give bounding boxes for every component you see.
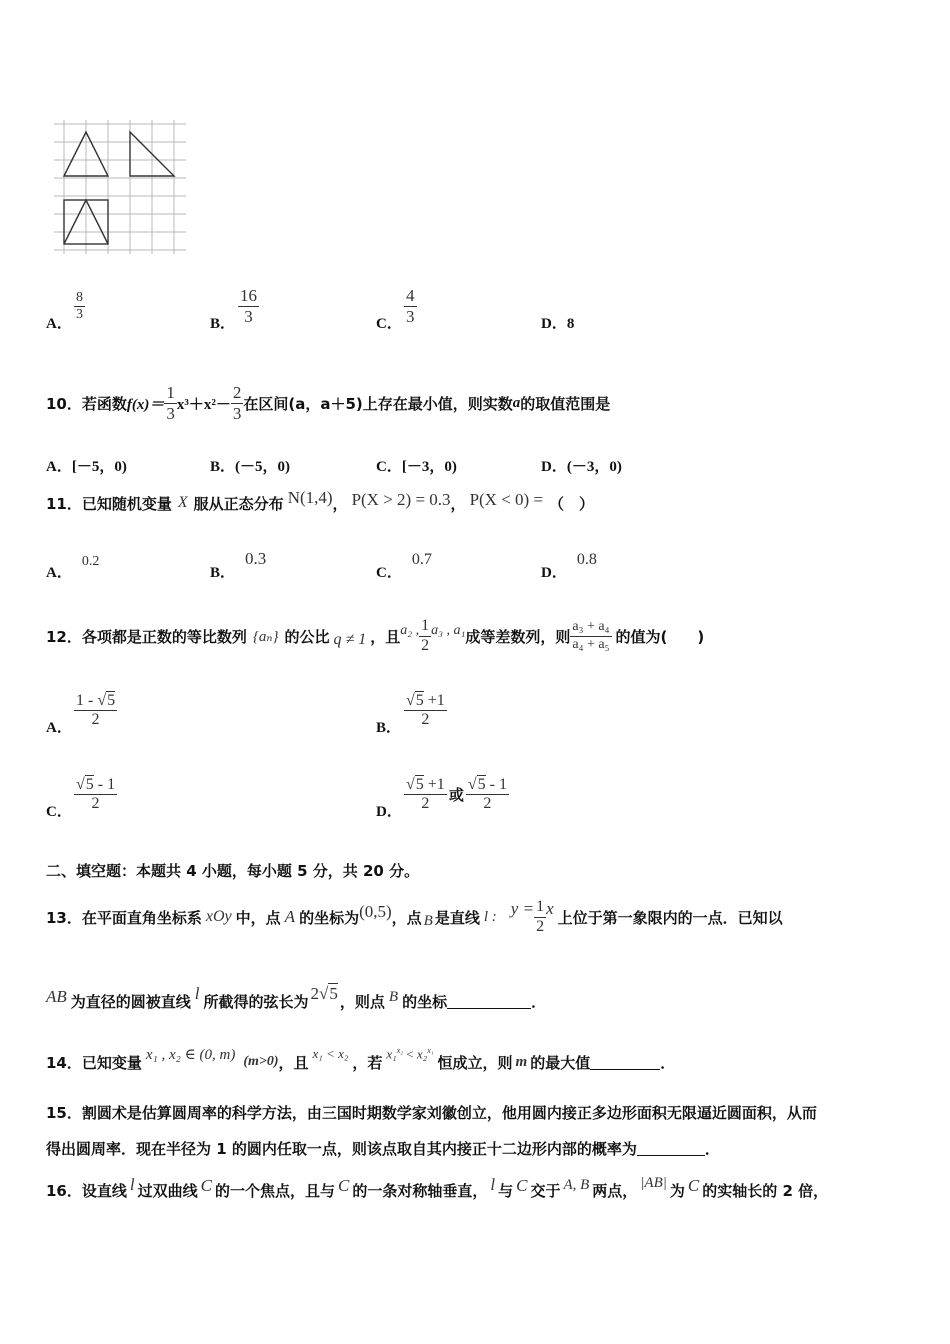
question-15-line-2: 得出圆周率．现在半径为 1 的圆内任取一点，则该点取自其内接正十二边形内部的概率为 ． [46, 1140, 720, 1158]
q11-option-d[interactable]: D．0.8 [541, 551, 597, 581]
q9-option-a-fraction: $\frac{8}{3}$ [76, 290, 83, 323]
q12-option-c[interactable]: C． [46, 804, 72, 820]
q12-option-d-fraction-1: $\frac{√5 +1}{2}$ [406, 776, 445, 813]
question-13-line-1: 13． 在平面直角坐标系 xOy 中，点 A 的坐标为 (0,5) ，点 B 是直线 l : y = $\frac{1}{2}$ x 上位于第一象限内的一点．已知以 [46, 898, 783, 935]
q11-option-c[interactable]: C．0.7 [376, 551, 432, 581]
q14-power-inequality: x₁$^{x_2}$ < x₂$^{x_1}$ [386, 1045, 434, 1062]
q9-option-d[interactable]: D．8 [541, 316, 575, 332]
q13-answer-blank[interactable] [447, 994, 531, 1009]
q12-ratio-fraction: $\frac{\text{a₃ + a₄}}{\text{a₄ + a₅}}$ [572, 619, 610, 652]
question-13-line-2: AB 为直径的圆被直线 l 所截得的弦长为 2√5 ，则点 B 的坐标 ． [46, 984, 547, 1011]
q10-option-d[interactable]: D．(－3，0) [541, 459, 622, 475]
section-2-heading: 二、填空题：本题共 4 小题，每小题 5 分，共 20 分。 [46, 862, 420, 880]
q10-option-c[interactable]: C．[－3，0) [376, 459, 457, 475]
q10-option-b[interactable]: B．(－5，0) [210, 459, 290, 475]
q9-option-b-fraction: $\frac{16}{3}$ [240, 286, 257, 326]
q12-option-d-content: $\frac{√5 +1}{2}$ 或 $\frac{√5 - 1}{2}$ [406, 776, 507, 813]
q12-option-b[interactable]: B． [376, 720, 402, 736]
q12-option-d-fraction-2: $\frac{√5 - 1}{2}$ [467, 776, 507, 813]
q11-option-a[interactable]: A．0.2 [46, 554, 100, 581]
q9-option-a[interactable]: A． [46, 316, 72, 332]
q10-fraction-one-third: $\frac{1}{3}$ [166, 382, 175, 423]
question-15-line-1: 15．割圆术是估算圆周率的科学方法，由三国时期数学家刘徽创立，他用圆内接正多边形面积无限逼近圆面积，从而 [46, 1104, 817, 1122]
three-view-figure [54, 120, 186, 254]
q9-option-b[interactable]: B． [210, 316, 236, 332]
question-10: 10． 若函数 f(x)＝ $\frac{1}{3}$ x³＋x²－ $\frac{2}{3}$ 在区间(a，a＋5)上存在最小值，则实数 a 的取值范围是 [46, 382, 611, 423]
q9-option-c-fraction: $\frac{4}{3}$ [406, 286, 415, 326]
q10-option-a[interactable]: A．[－5，0) [46, 459, 127, 475]
q12-option-a-fraction: $\frac{1 - √5}{2}$ [76, 692, 116, 729]
q12-option-c-fraction: $\frac{√5 - 1}{2}$ [76, 776, 116, 813]
q13-slope-fraction: $\frac{1}{2}$ [536, 898, 545, 935]
question-11: 11． 已知随机变量 X 服从正态分布 N(1,4) ， P(X > 2) = 0.3 ， P(X < 0) = （ ） [46, 488, 595, 513]
q12-option-b-fraction: $\frac{√5 +1}{2}$ [406, 692, 445, 729]
q9-option-c[interactable]: C． [376, 316, 402, 332]
q13-chord-length: 2√5 [310, 984, 338, 1003]
q10-fraction-two-thirds: $\frac{2}{3}$ [232, 382, 242, 423]
q15-answer-blank[interactable] [637, 1141, 705, 1156]
question-14: 14． 已知变量 x₁ , x₂ ∈ (0, m) (m>0) ，且 x₁ < x₂ ，若 x₁$^{x_2}$ < x₂$^{x_1}$ 恒成立，则 m 的最大值 ． [46, 1045, 676, 1072]
grid-lines [54, 120, 186, 254]
question-12: 12． 各项都是正数的等比数列 {aₙ} 的公比 q ≠ 1 ，且 a₂ , $\frac{1}{2}$ a₃ , a₁ 成等差数列，则 $\frac{\text{a₃ + a₄}}{\text{a₄ + a₅}}$ 的值为( ) [46, 617, 705, 654]
q12-option-d[interactable]: D． [376, 804, 402, 820]
q12-fraction-half: $\frac{1}{2}$ [421, 617, 430, 654]
q12-option-a[interactable]: A． [46, 720, 72, 736]
q14-answer-blank[interactable] [590, 1055, 660, 1070]
question-16: 16． 设直线 l 过双曲线 C 的一个焦点，且与 C 的一条对称轴垂直， l 与 C 交于 A, B 两点， |AB| 为 C 的实轴长的 2 倍， [46, 1174, 829, 1200]
q11-option-b[interactable]: B．0.3 [210, 549, 267, 581]
